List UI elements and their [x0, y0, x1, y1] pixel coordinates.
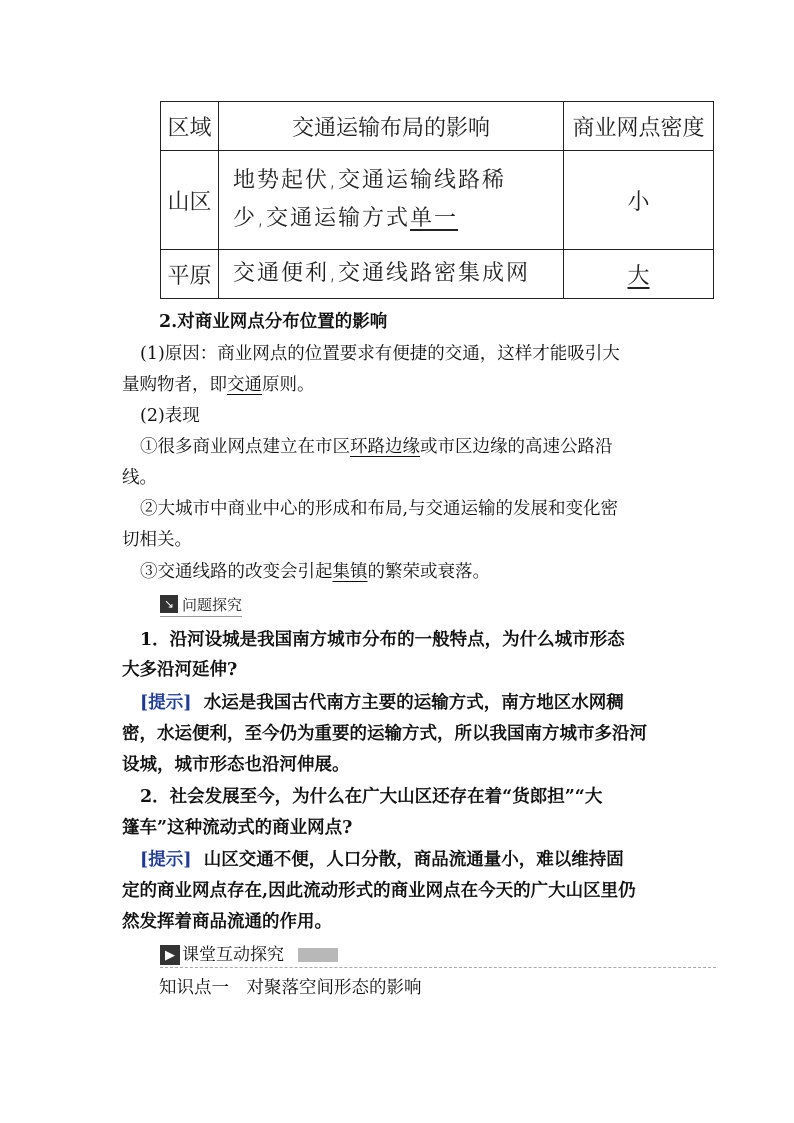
underlined-answer: 交通 [227, 375, 262, 395]
inquiry-tag [160, 594, 242, 614]
impact-text: 少,交通运输方式 [233, 206, 410, 231]
reason-text: (1)原因：商业网点的位置要求有便捷的交通，这样才能吸引大 [140, 344, 620, 364]
text-span: 山区交通不便，人口分散，商品流通量小，难以维持固 [203, 850, 624, 870]
table-cell-region: 平原 [161, 250, 219, 299]
question-text: 篷车”这种流动式的商业网点? [122, 818, 353, 838]
inquiry-tag-label: 问题探究 [182, 595, 243, 614]
table-cell-region: 山区 [161, 151, 219, 250]
answer-text: 密，水运便利，至今仍为重要的运输方式，所以我国南方城市多沿河 [122, 724, 647, 744]
text-span: ①很多商业网点建立在市区 [140, 437, 350, 457]
hint-label: [提示] [140, 850, 192, 870]
point-text [140, 560, 490, 584]
underlined-answer: 集镇 [332, 562, 368, 582]
point-text: 线。 [122, 468, 157, 488]
table-header-cell: 商业网点密度 [564, 102, 714, 151]
underlined-answer: 环路边缘 [350, 437, 420, 457]
question-text: 1．沿河设城是我国南方城市分布的一般特点，为什么城市形态 [140, 630, 625, 650]
point-text [140, 435, 613, 459]
answer-text: 设城，城市形态也沿河伸展。 [122, 755, 350, 775]
answer-text: 定的商业网点存在,因此流动形式的商业网点在今天的广大山区里仍 [122, 881, 636, 901]
text-span: ③交通线路的改变会引起 [140, 562, 333, 582]
region-table [160, 101, 714, 299]
tag-underline [160, 616, 242, 617]
underlined-answer: 大 [627, 263, 650, 289]
underlined-answer: 单一 [410, 206, 459, 231]
text-span: 或市区边缘的高速公路沿 [420, 437, 613, 457]
table-cell-impact: 交通便利,交通线路密集成网 [219, 250, 564, 299]
table-header-cell: 交通运输布局的影响 [219, 102, 564, 151]
text-span: 水运是我国古代南方主要的运输方式，南方地区水网稠 [203, 693, 624, 713]
answer-text [140, 848, 624, 872]
impact-text: 地势起伏,交通运输线路稀 [233, 168, 506, 193]
table-cell-density [564, 250, 714, 299]
section-bar-dotted-line [160, 967, 716, 968]
arrow-icon: ↘ [160, 595, 178, 613]
answer-text [140, 691, 624, 715]
table-row [161, 151, 714, 250]
table-header-cell: 区域 [161, 102, 219, 151]
point-text: 切相关。 [122, 530, 192, 550]
text-span: 量购物者，即 [122, 375, 227, 395]
point-text: ②大城市中商业中心的形成和布局,与交通运输的发展和变化密 [140, 499, 619, 519]
table-cell-density: 小 [564, 151, 714, 250]
question-text: 2．社会发展至今，为什么在广大山区还存在着“货郎担”“大 [140, 787, 603, 807]
play-arrow-icon: ▶ [160, 945, 180, 965]
section-bar-decoration [298, 948, 338, 962]
text-span: 原则。 [262, 375, 315, 395]
section-bar [160, 944, 716, 966]
subheading: (2)表现 [140, 406, 200, 426]
reason-text [122, 373, 315, 397]
section-heading: 2.对商业网点分布位置的影响 [159, 312, 388, 332]
text-span: 的繁荣或衰落。 [367, 562, 490, 582]
section-bar-label: 课堂互动探究 [182, 945, 284, 965]
table-row [161, 250, 714, 299]
question-text: 大多沿河延伸? [122, 660, 238, 680]
hint-label: [提示] [140, 693, 192, 713]
table-header-row [161, 102, 714, 151]
knowledge-point-title: 知识点一 对聚落空间形态的影响 [159, 978, 422, 998]
answer-text: 然发挥着商品流通的作用。 [122, 912, 332, 932]
table-cell-impact [219, 151, 564, 250]
